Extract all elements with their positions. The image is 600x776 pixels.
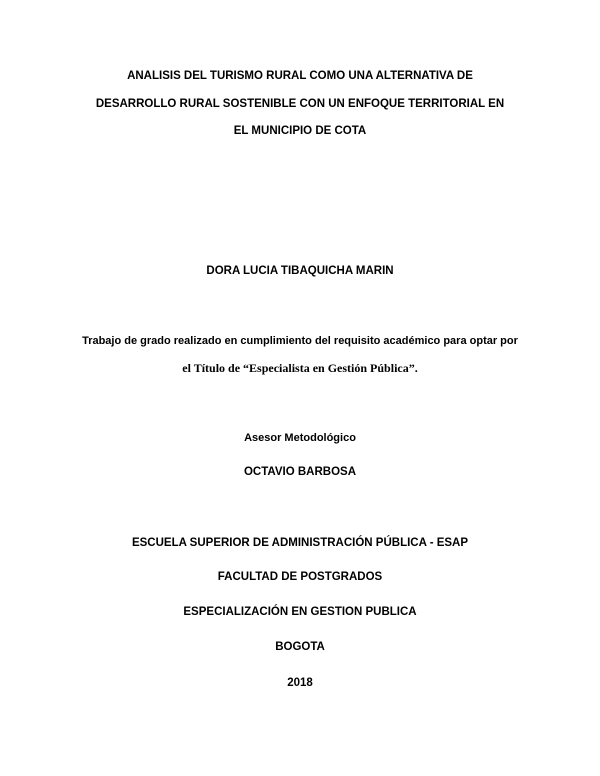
thesis-title-line-3: EL MUNICIPIO DE COTA	[233, 125, 367, 137]
purpose-line-2: el Título de “Especialista en Gestión Pública”.	[182, 361, 418, 375]
year: 2018	[287, 677, 313, 689]
purpose-line-1: Trabajo de grado realizado en cumplimiento del requisito académico para optar por	[82, 335, 518, 347]
advisor-role: Asesor Metodológico	[244, 432, 356, 444]
author-name: DORA LUCIA TIBAQUICHA MARIN	[206, 265, 394, 277]
institution-name: ESCUELA SUPERIOR DE ADMINISTRACIÓN PÚBLICA - ESAP	[131, 537, 469, 549]
program-name: ESPECIALIZACIÓN EN GESTION PUBLICA	[183, 606, 417, 618]
city: BOGOTA	[275, 641, 325, 653]
thesis-title-line-1: ANALISIS DEL TURISMO RURAL COMO UNA ALTERNATIVA DE	[127, 70, 473, 82]
advisor-name: OCTAVIO BARBOSA	[243, 466, 357, 478]
faculty-name: FACULTAD DE POSTGRADOS	[217, 571, 383, 583]
thesis-title-line-2: DESARROLLO RURAL SOSTENIBLE CON UN ENFOQUE TERRITORIAL EN	[95, 98, 505, 110]
